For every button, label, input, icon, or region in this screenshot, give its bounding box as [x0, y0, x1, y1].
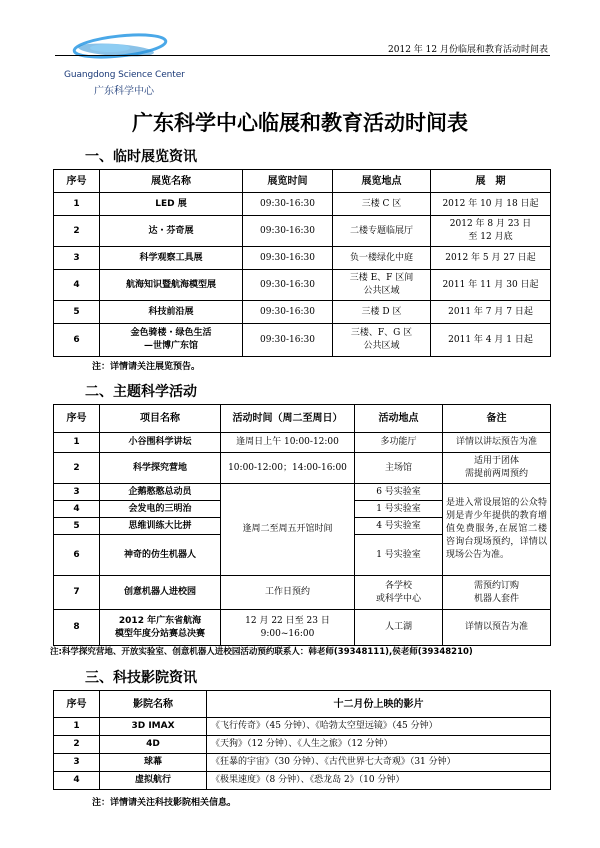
- exhibition-name: 科技前沿展: [100, 301, 243, 324]
- exhibition-time: 09:30-16:30: [243, 324, 333, 357]
- table-header-row: [54, 405, 551, 433]
- activity-name: 创意机器人进校园: [100, 576, 221, 610]
- section1-note: 注：详情请关注展览预告。: [92, 362, 201, 372]
- col-header: 展览地点: [333, 170, 431, 193]
- col-header: 影院名称: [100, 691, 207, 718]
- logo-chinese-name: 广东科学中心: [94, 86, 154, 97]
- cinema-name: 球幕: [100, 754, 207, 772]
- col-header: 十二月份上映的影片: [207, 691, 551, 718]
- table-row: [54, 247, 551, 270]
- table-header-row: [54, 691, 551, 718]
- col-header: 序号: [54, 691, 100, 718]
- table-row: [54, 772, 551, 790]
- table-row: [54, 193, 551, 216]
- exhibition-place: 负一楼绿化中庭: [333, 247, 431, 270]
- exhibition-period: 2011 年 7 月 7 日起: [431, 301, 551, 324]
- table-header-row: [54, 170, 551, 193]
- row-number: 5: [54, 301, 100, 324]
- logo: [60, 30, 185, 97]
- activity-name: 小谷围科学讲坛: [100, 433, 221, 453]
- activity-remark-shared: 是进入常设展馆的公众特别是青少年提供的教育增值免费服务,在展馆二楼咨询台现场预约，详情以现场公告为准。: [443, 484, 551, 576]
- activity-place: 主场馆: [355, 453, 443, 484]
- exhibition-period: 2012 年 5 月 27 日起: [431, 247, 551, 270]
- table-row: [54, 301, 551, 324]
- activity-time: 工作日预约: [221, 576, 355, 610]
- exhibition-period: 2011 年 11 月 30 日起: [431, 270, 551, 301]
- row-number: 3: [54, 754, 100, 772]
- activity-name: 2012 年广东省航海 模型年度分站赛总决赛: [100, 610, 221, 646]
- section3-heading: 三、科技影院资讯: [85, 670, 197, 686]
- cinema-table: [53, 690, 551, 790]
- table-row: [54, 754, 551, 772]
- exhibition-time: 09:30-16:30: [243, 193, 333, 216]
- section1-heading: 一、临时展览资讯: [85, 149, 197, 165]
- section2-note: 注:科学探究营地、开放实验室、创意机器人进校园活动预约联系人：韩老师(39348111),侯老师(39348210): [50, 647, 473, 657]
- col-header: 备注: [443, 405, 551, 433]
- col-header: 展 期: [431, 170, 551, 193]
- col-header: 展览时间: [243, 170, 333, 193]
- row-number: 7: [54, 576, 100, 610]
- table-row: [54, 270, 551, 301]
- activity-place: 1 号实验室: [355, 501, 443, 518]
- exhibition-name: 航海知识暨航海模型展: [100, 270, 243, 301]
- table-row: [54, 433, 551, 453]
- row-number: 1: [54, 193, 100, 216]
- row-number: 4: [54, 501, 100, 518]
- row-number: 1: [54, 433, 100, 453]
- exhibition-name: 科学观察工具展: [100, 247, 243, 270]
- col-header: 序号: [54, 405, 100, 433]
- activity-time: 12 月 22 日至 23 日 9:00~16:00: [221, 610, 355, 646]
- row-number: 3: [54, 484, 100, 501]
- exhibition-place: 二楼专题临展厅: [333, 216, 431, 247]
- exhibition-time: 09:30-16:30: [243, 216, 333, 247]
- table-row: [54, 736, 551, 754]
- cinema-name: 虚拟航行: [100, 772, 207, 790]
- activity-remark: 详情以讲坛预告为准: [443, 433, 551, 453]
- cinema-name: 3D IMAX: [100, 718, 207, 736]
- cinema-films: 《飞行传奇》（45 分钟）、《哈勃太空望远镜》（45 分钟）: [207, 718, 551, 736]
- cinema-name: 4D: [100, 736, 207, 754]
- exhibition-place: 三楼 E、F 区间 公共区域: [333, 270, 431, 301]
- activity-table: [53, 404, 551, 646]
- activity-remark: 适用于团体 需提前两周预约: [443, 453, 551, 484]
- col-header: 活动地点: [355, 405, 443, 433]
- row-number: 2: [54, 736, 100, 754]
- row-number: 4: [54, 772, 100, 790]
- activity-time-shared: 逢周二至周五开馆时间: [221, 484, 355, 576]
- row-number: 8: [54, 610, 100, 646]
- exhibition-period: 2011 年 4 月 1 日起: [431, 324, 551, 357]
- logo-swoosh-icon: [70, 30, 170, 70]
- cinema-films: 《天狗》（12 分钟）、《人生之旅》（12 分钟）: [207, 736, 551, 754]
- exhibition-time: 09:30-16:30: [243, 270, 333, 301]
- cinema-films: 《极果速度》（8 分钟）、《恐龙岛 2》（10 分钟）: [207, 772, 551, 790]
- exhibition-name: 金色骑楼・绿色生活 —世博广东馆: [100, 324, 243, 357]
- activity-place: 多功能厅: [355, 433, 443, 453]
- activity-name: 思维训练大比拼: [100, 518, 221, 535]
- table-row: [54, 216, 551, 247]
- table-row: [54, 484, 551, 501]
- row-number: 2: [54, 453, 100, 484]
- col-header: 活动时间（周二至周日）: [221, 405, 355, 433]
- section2-heading: 二、主题科学活动: [85, 384, 197, 400]
- col-header: 项目名称: [100, 405, 221, 433]
- col-header: 展览名称: [100, 170, 243, 193]
- activity-remark: 详情以预告为准: [443, 610, 551, 646]
- exhibition-name: 达・芬奇展: [100, 216, 243, 247]
- exhibition-place: 三楼 D 区: [333, 301, 431, 324]
- activity-name: 企鹅憨憨总动员: [100, 484, 221, 501]
- activity-name: 科学探究营地: [100, 453, 221, 484]
- table-row: [54, 718, 551, 736]
- activity-name: 神奇的仿生机器人: [100, 535, 221, 576]
- activity-remark: 需预约订购 机器人套件: [443, 576, 551, 610]
- row-number: 3: [54, 247, 100, 270]
- activity-time: 逢周日上午 10:00-12:00: [221, 433, 355, 453]
- row-number: 5: [54, 518, 100, 535]
- activity-name: 会发电的三明治: [100, 501, 221, 518]
- cinema-films: 《狂暴的宇宙》（30 分钟）、《古代世界七大奇观》（31 分钟）: [207, 754, 551, 772]
- activity-place: 4 号实验室: [355, 518, 443, 535]
- activity-time: 10:00-12:00；14:00-16:00: [221, 453, 355, 484]
- logo-english-name: Guangdong Science Center: [64, 70, 185, 80]
- exhibition-time: 09:30-16:30: [243, 301, 333, 324]
- section3-note: 注：详情请关注科技影院相关信息。: [92, 798, 237, 808]
- table-row: [54, 610, 551, 646]
- exhibition-place: 三楼 C 区: [333, 193, 431, 216]
- header-divider: [55, 55, 550, 56]
- activity-place: 1 号实验室: [355, 535, 443, 576]
- exhibition-name: LED 展: [100, 193, 243, 216]
- row-number: 6: [54, 535, 100, 576]
- col-header: 序号: [54, 170, 100, 193]
- row-number: 1: [54, 718, 100, 736]
- row-number: 6: [54, 324, 100, 357]
- table-row: [54, 324, 551, 357]
- exhibition-period: 2012 年 8 月 23 日 至 12 月底: [431, 216, 551, 247]
- exhibition-table: [53, 169, 551, 357]
- exhibition-place: 三楼、F、G 区 公共区域: [333, 324, 431, 357]
- exhibition-period: 2012 年 10 月 18 日起: [431, 193, 551, 216]
- row-number: 2: [54, 216, 100, 247]
- activity-place: 各学校 或科学中心: [355, 576, 443, 610]
- activity-place: 6 号实验室: [355, 484, 443, 501]
- page-title: 广东科学中心临展和教育活动时间表: [132, 111, 468, 135]
- table-row: [54, 576, 551, 610]
- header-doc-label: 2012 年 12 月份临展和教育活动时间表: [388, 45, 548, 55]
- activity-place: 人工湖: [355, 610, 443, 646]
- exhibition-time: 09:30-16:30: [243, 247, 333, 270]
- row-number: 4: [54, 270, 100, 301]
- table-row: [54, 453, 551, 484]
